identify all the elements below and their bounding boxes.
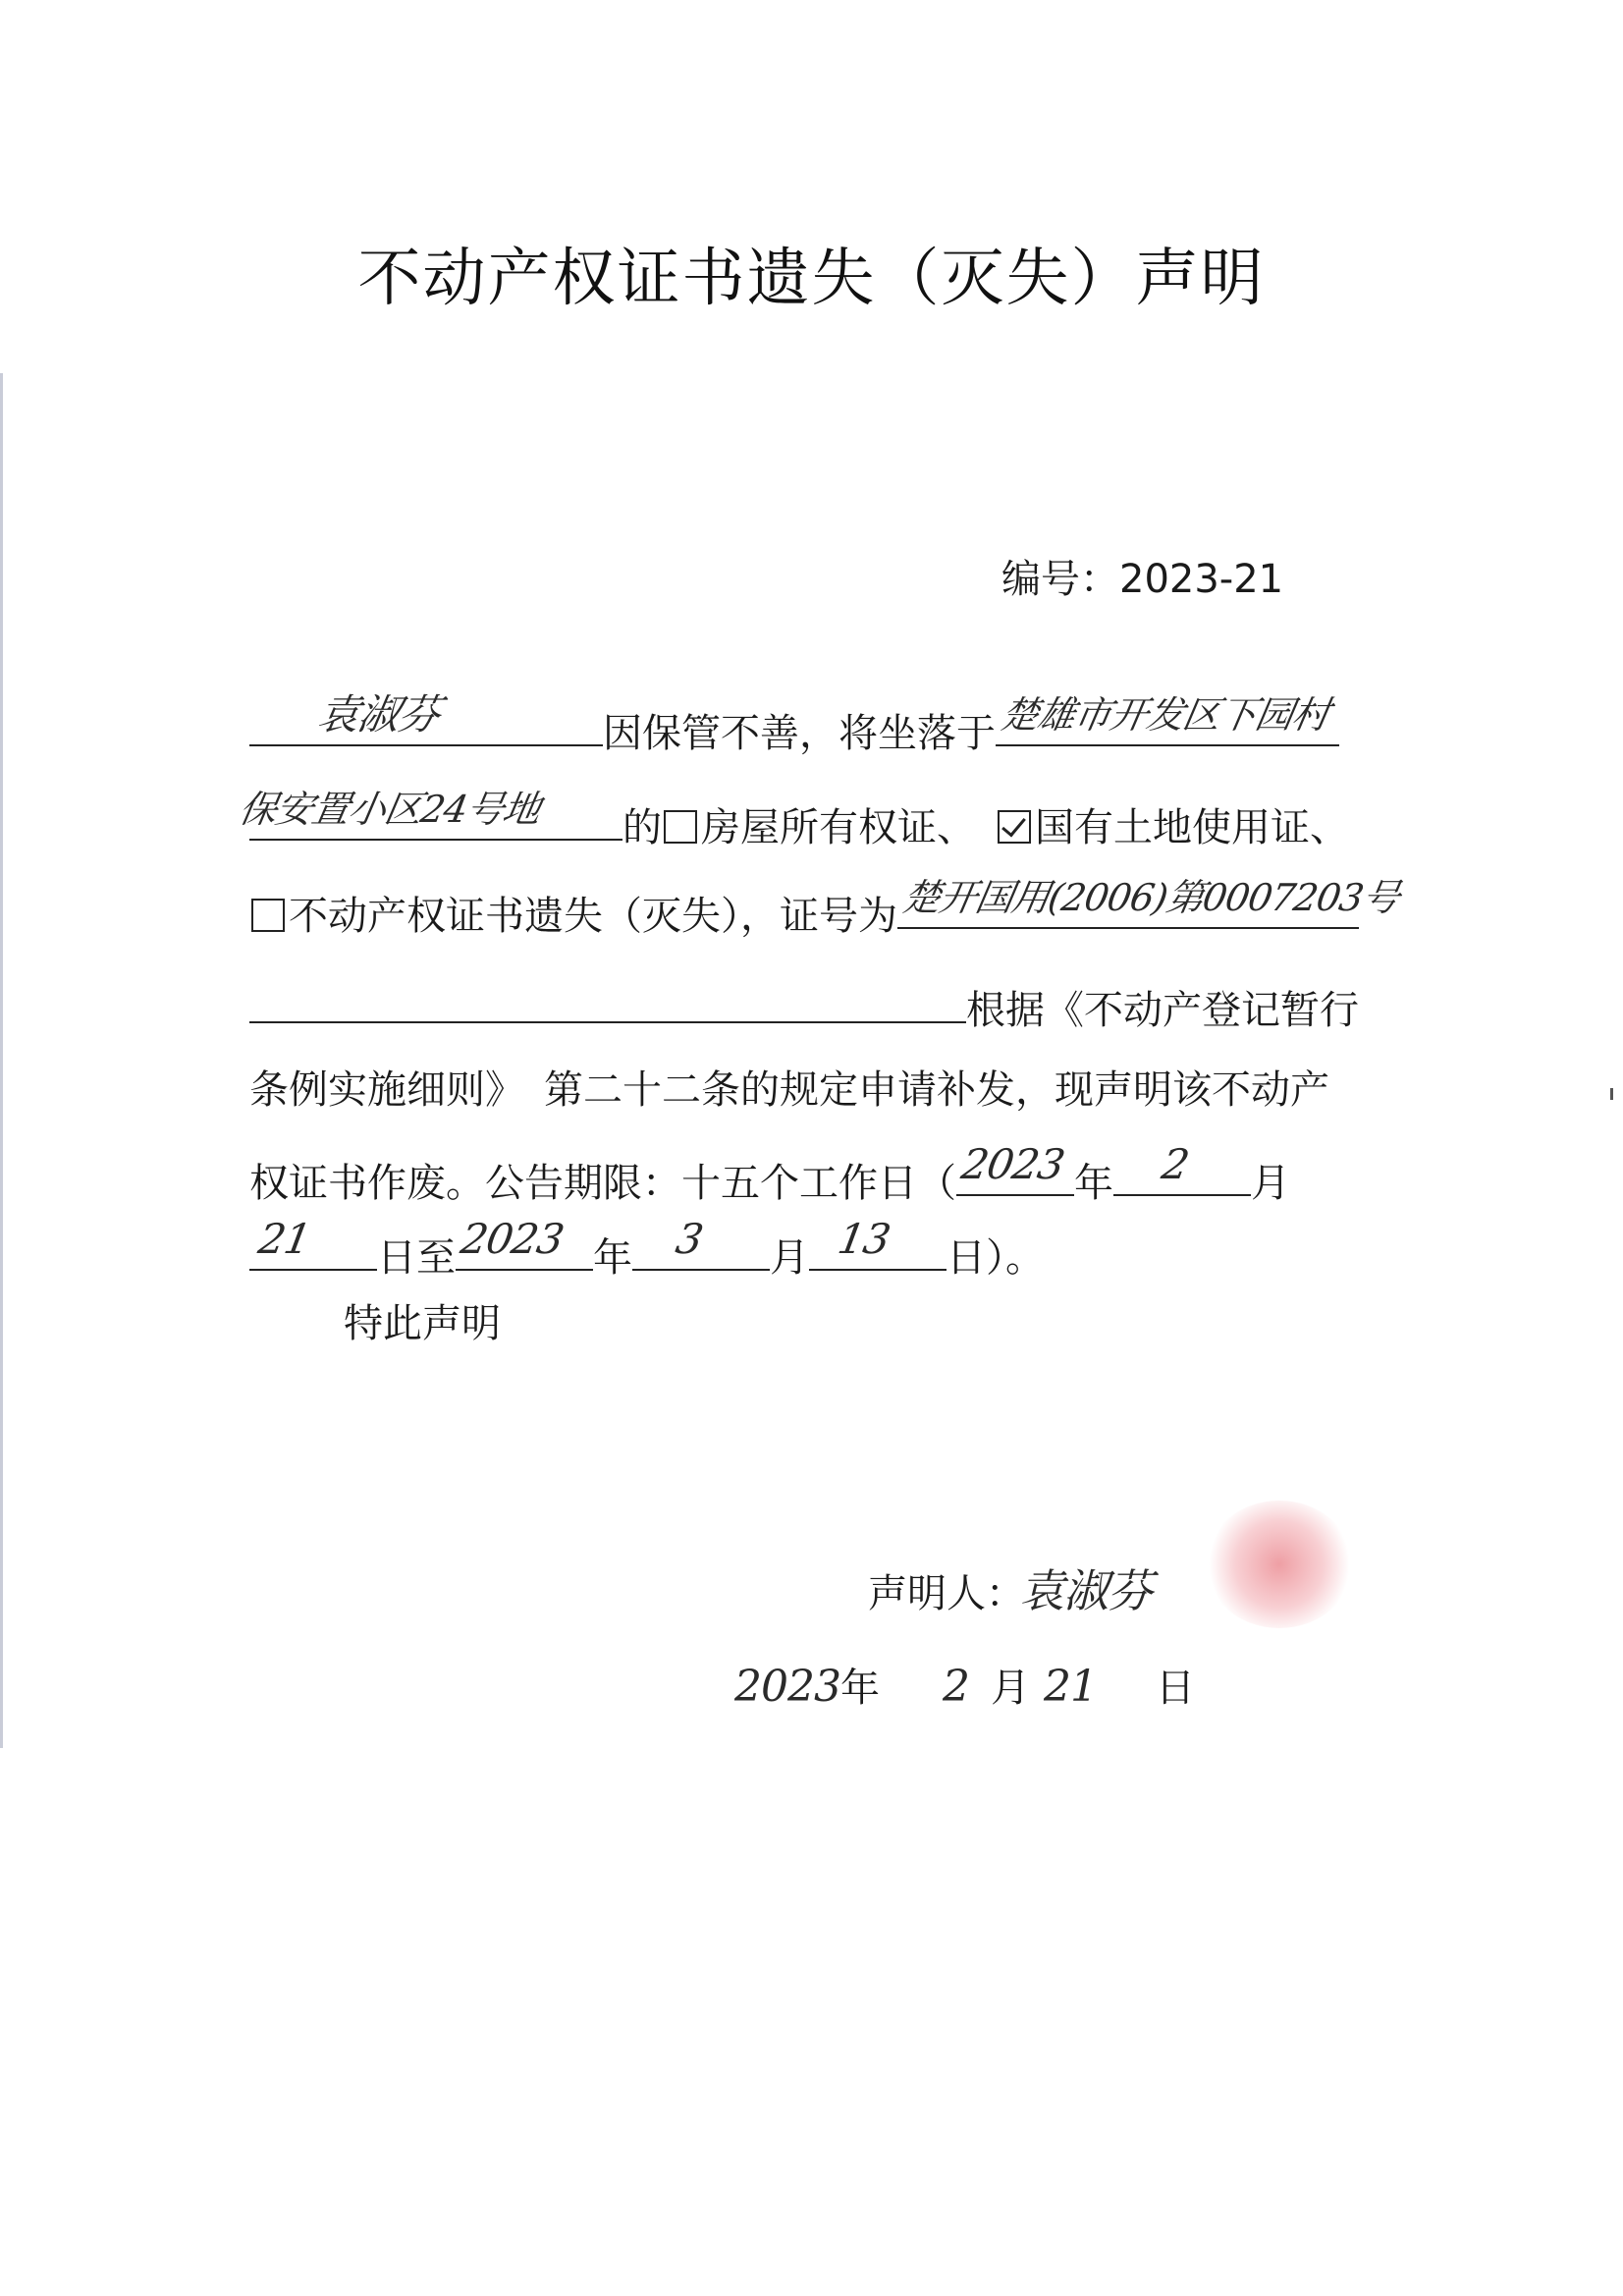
declarant-signature-line xyxy=(868,1563,1158,1621)
location-continued-blank xyxy=(236,788,622,841)
line2-text: 的 xyxy=(622,805,662,850)
handwritten-end-year: 2023 xyxy=(457,1215,568,1263)
declarant-name-blank xyxy=(249,690,603,746)
certificate-number-blank xyxy=(897,876,1403,929)
notice-end-year-blank xyxy=(456,1215,593,1271)
handwritten-start-year: 2023 xyxy=(957,1140,1068,1188)
handwritten-certificate-number: 楚开国用(2006)第0007203号 xyxy=(899,876,1403,919)
notice-start-day-blank xyxy=(249,1215,377,1271)
house-certificate-checkbox xyxy=(664,810,697,844)
handwritten-end-month: 3 xyxy=(672,1215,707,1263)
declaration-line-3 xyxy=(249,876,1403,944)
empty-blank-line xyxy=(249,976,966,1023)
day-end-label: 日）。 xyxy=(947,1235,1045,1281)
notice-end-day-blank xyxy=(809,1215,947,1271)
line4-text: 根据《不动产登记暂行 xyxy=(966,988,1359,1033)
location-blank xyxy=(996,693,1339,746)
house-certificate-label: 房屋所有权证、 xyxy=(701,805,976,850)
handwritten-sign-year: 2023 xyxy=(734,1662,840,1712)
notice-start-month-blank xyxy=(1113,1140,1251,1196)
declaration-line-7 xyxy=(249,1215,1045,1285)
year-label-2: 年 xyxy=(593,1235,632,1281)
scan-edge-shadow xyxy=(0,373,3,1748)
handwritten-start-day: 21 xyxy=(254,1215,314,1263)
signature-date-line xyxy=(734,1660,1195,1716)
sign-day-label: 日 xyxy=(1155,1666,1195,1711)
handwritten-location-continued: 保安置小区24号地 xyxy=(236,788,544,831)
land-certificate-label: 国有土地使用证、 xyxy=(1035,805,1349,850)
realty-certificate-checkbox xyxy=(251,899,285,932)
line6-text: 权证书作废。公告期限：十五个工作日（ xyxy=(249,1161,956,1206)
month-label: 月 xyxy=(1251,1161,1290,1206)
closing-statement: 特此声明 xyxy=(344,1301,501,1346)
handwritten-sign-day: 21 xyxy=(1043,1662,1097,1712)
handwritten-signature: 袁淑芬 xyxy=(1019,1564,1152,1617)
sign-year-label: 年 xyxy=(839,1666,880,1711)
realty-certificate-label: 不动产权证书遗失（灭失），证号为 xyxy=(289,894,897,939)
declarant-label: 声明人： xyxy=(868,1571,1025,1616)
notice-start-year-blank xyxy=(956,1140,1074,1196)
day-to-label: 日至 xyxy=(377,1235,456,1281)
handwritten-location: 楚雄市开发区下园村 xyxy=(998,693,1332,737)
declaration-line-2 xyxy=(236,788,1349,855)
handwritten-end-day: 13 xyxy=(834,1215,893,1263)
red-seal-stamp xyxy=(1206,1501,1353,1628)
scan-edge-mark xyxy=(1610,1088,1613,1100)
declaration-line-4 xyxy=(249,976,1359,1038)
handwritten-declarant-name: 袁淑芬 xyxy=(313,690,444,738)
land-certificate-checkbox xyxy=(998,810,1031,844)
month-label-2: 月 xyxy=(770,1235,809,1281)
declaration-line-6 xyxy=(249,1140,1290,1211)
line1-text: 因保管不善，将坐落于 xyxy=(603,711,996,756)
year-label: 年 xyxy=(1074,1161,1113,1206)
handwritten-start-month: 2 xyxy=(1158,1140,1193,1188)
document-title: 不动产权证书遗失（灭失）声明 xyxy=(357,243,1266,315)
handwritten-sign-month: 2 xyxy=(942,1662,969,1712)
notice-end-month-blank xyxy=(632,1215,770,1271)
sign-month-label: 月 xyxy=(990,1666,1030,1711)
document-number: 编号：2023-21 xyxy=(1001,557,1284,602)
declaration-line-5: 条例实施细则》 第二十二条的规定申请补发，现声明该不动产 xyxy=(249,1067,1329,1113)
declaration-line-1 xyxy=(249,690,1339,761)
